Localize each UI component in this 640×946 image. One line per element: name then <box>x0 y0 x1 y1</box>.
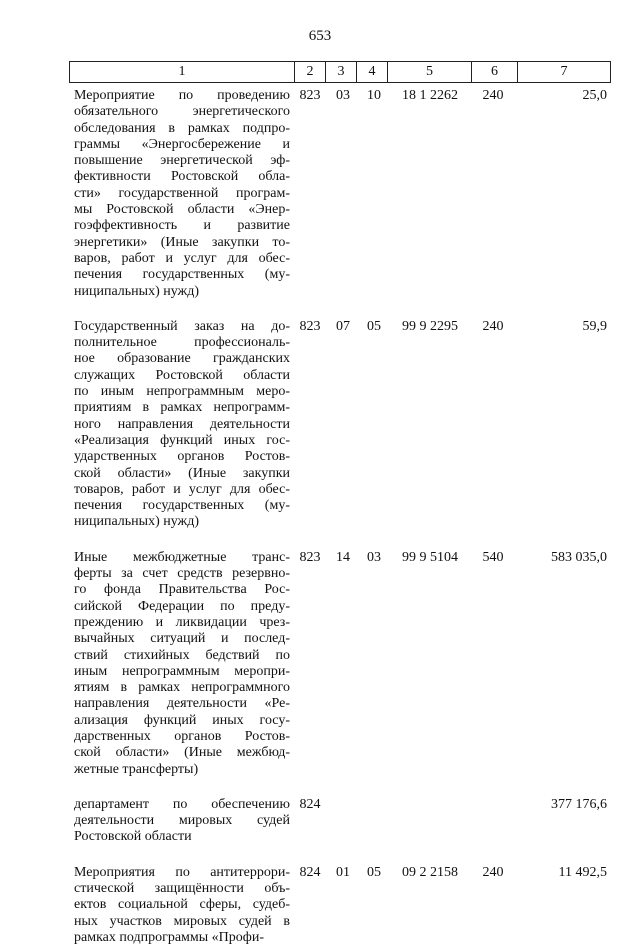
header-col-6: 6 <box>471 62 517 82</box>
row-description <box>74 797 290 846</box>
description-line: приятиям в рамках непрограмм- <box>74 400 290 416</box>
description-line: ное образование гражданских <box>74 351 290 367</box>
description-line: ствий стихийных бедствий по <box>74 647 290 663</box>
description-line: товаров, работ и услуг для обес- <box>74 481 290 497</box>
description-line: иным непрограммным меропри- <box>74 663 290 679</box>
table-row <box>69 319 611 531</box>
cell-admin-code: 823 <box>299 88 321 103</box>
cell-subsection: 03 <box>367 549 381 565</box>
description-line: департамент по обеспечению <box>74 796 290 812</box>
cell-expense-type: 540 <box>482 549 504 565</box>
description-line: полнительное профессиональ- <box>74 335 290 351</box>
header-col-7: 7 <box>517 62 610 82</box>
row-spacer <box>69 531 611 550</box>
table-body <box>69 88 611 946</box>
cell-subsection: 05 <box>367 318 381 334</box>
cell-admin-code: 823 <box>299 549 321 565</box>
description-line: вычайных ситуаций и послед- <box>74 631 290 647</box>
header-col-3: 3 <box>325 62 356 82</box>
cell-expense-type: 240 <box>482 88 504 103</box>
cell-target-article: 09 2 2158 <box>402 864 458 880</box>
description-line: стической защищённости объ- <box>74 881 290 897</box>
header-col-2: 2 <box>294 62 325 82</box>
row-description <box>74 319 290 531</box>
description-line: жетные трансферты) <box>74 761 199 777</box>
row-spacer <box>69 300 611 319</box>
description-line: ного направления деятельности <box>74 416 290 432</box>
cell-subsection: 10 <box>367 88 381 103</box>
description-line: Ростовской области <box>74 829 192 845</box>
description-line: ных участков мировых судей в <box>74 913 290 929</box>
description-line: Мероприятие по проведению <box>74 88 290 103</box>
description-line: преждению и ликвидации чрез- <box>74 614 290 630</box>
description-line: обязательного энергетического <box>74 104 290 120</box>
description-line: ферты за счет средств резервно- <box>74 566 290 582</box>
page-number: 653 <box>308 28 332 44</box>
cell-admin-code: 824 <box>299 796 321 812</box>
cell-target-article: 18 1 2262 <box>402 88 458 103</box>
row-spacer <box>69 778 611 797</box>
cell-amount: 583 035,0 <box>551 549 607 565</box>
description-line: варов, работ и услуг для обес- <box>74 250 290 266</box>
description-line: энергетики» (Иные закупки то- <box>74 234 290 250</box>
cell-section: 01 <box>336 864 350 880</box>
description-line: повышение энергетической эф- <box>74 153 290 169</box>
table-header <box>69 61 611 83</box>
description-line: го фонда Правительства Рос- <box>74 582 290 598</box>
cell-expense-type: 240 <box>482 864 504 880</box>
description-line: Государственный заказ на до- <box>74 318 290 334</box>
row-description <box>74 550 290 778</box>
cell-target-article: 99 9 5104 <box>402 549 458 565</box>
description-line: гоэффективность и развитие <box>74 218 290 234</box>
description-line: дарственных органов Ростов- <box>74 728 290 744</box>
cell-amount: 11 492,5 <box>558 864 607 880</box>
cell-section: 14 <box>336 549 350 565</box>
description-line: граммы «Энергосбережение и <box>74 136 290 152</box>
description-line: печения государственных (му- <box>74 498 290 514</box>
description-line: сти» государственной програм- <box>74 185 290 201</box>
description-line: фективности Ростовской обла- <box>74 169 290 185</box>
description-line: ятиям в рамках непрограммного <box>74 680 290 696</box>
cell-subsection: 05 <box>367 864 381 880</box>
description-line: служащих Ростовской области <box>74 367 290 383</box>
description-line: ской области» (Иные межбюд- <box>74 745 290 761</box>
description-line: Иные межбюджетные транс- <box>74 549 290 565</box>
row-spacer <box>69 846 611 865</box>
description-line: «Реализация функций иных гос- <box>74 432 290 448</box>
row-description <box>74 88 290 300</box>
cell-amount: 377 176,6 <box>551 796 607 812</box>
cell-amount: 59,9 <box>582 318 607 334</box>
description-line: рамках подпрограммы «Профи- <box>74 929 264 945</box>
cell-admin-code: 823 <box>299 318 321 334</box>
description-line: ниципальных) нужд) <box>74 514 199 530</box>
table-row <box>69 550 611 778</box>
row-description <box>74 865 290 946</box>
table-row <box>69 865 611 946</box>
description-line: ектов социальной сферы, судеб- <box>74 897 290 913</box>
cell-target-article: 99 9 2295 <box>402 318 458 334</box>
table-row <box>69 797 611 846</box>
description-line: ализация функций иных госу- <box>74 712 290 728</box>
cell-admin-code: 824 <box>299 864 321 880</box>
header-col-4: 4 <box>356 62 387 82</box>
cell-section: 07 <box>336 318 350 334</box>
header-col-5: 5 <box>387 62 471 82</box>
description-line: направления деятельности «Ре- <box>74 696 290 712</box>
description-line: ниципальных) нужд) <box>74 283 199 299</box>
header-col-1: 1 <box>178 64 186 79</box>
description-line: Мероприятия по антитеррори- <box>74 864 290 880</box>
description-line: деятельности мировых судей <box>74 813 290 829</box>
description-line: сийской Федерации по преду- <box>74 598 290 614</box>
description-line: по иным непрограммным меро- <box>74 384 290 400</box>
cell-expense-type: 240 <box>482 318 504 334</box>
cell-section: 03 <box>336 88 350 103</box>
cell-amount: 25,0 <box>582 88 607 103</box>
description-line: ударственных органов Ростов- <box>74 449 290 465</box>
description-line: ской области» (Иные закупки <box>74 465 290 481</box>
description-line: мы Ростовской области «Энер- <box>74 202 290 218</box>
table-row <box>69 88 611 300</box>
description-line: печения государственных (му- <box>74 267 290 283</box>
description-line: обследования в рамках подпро- <box>74 120 290 136</box>
